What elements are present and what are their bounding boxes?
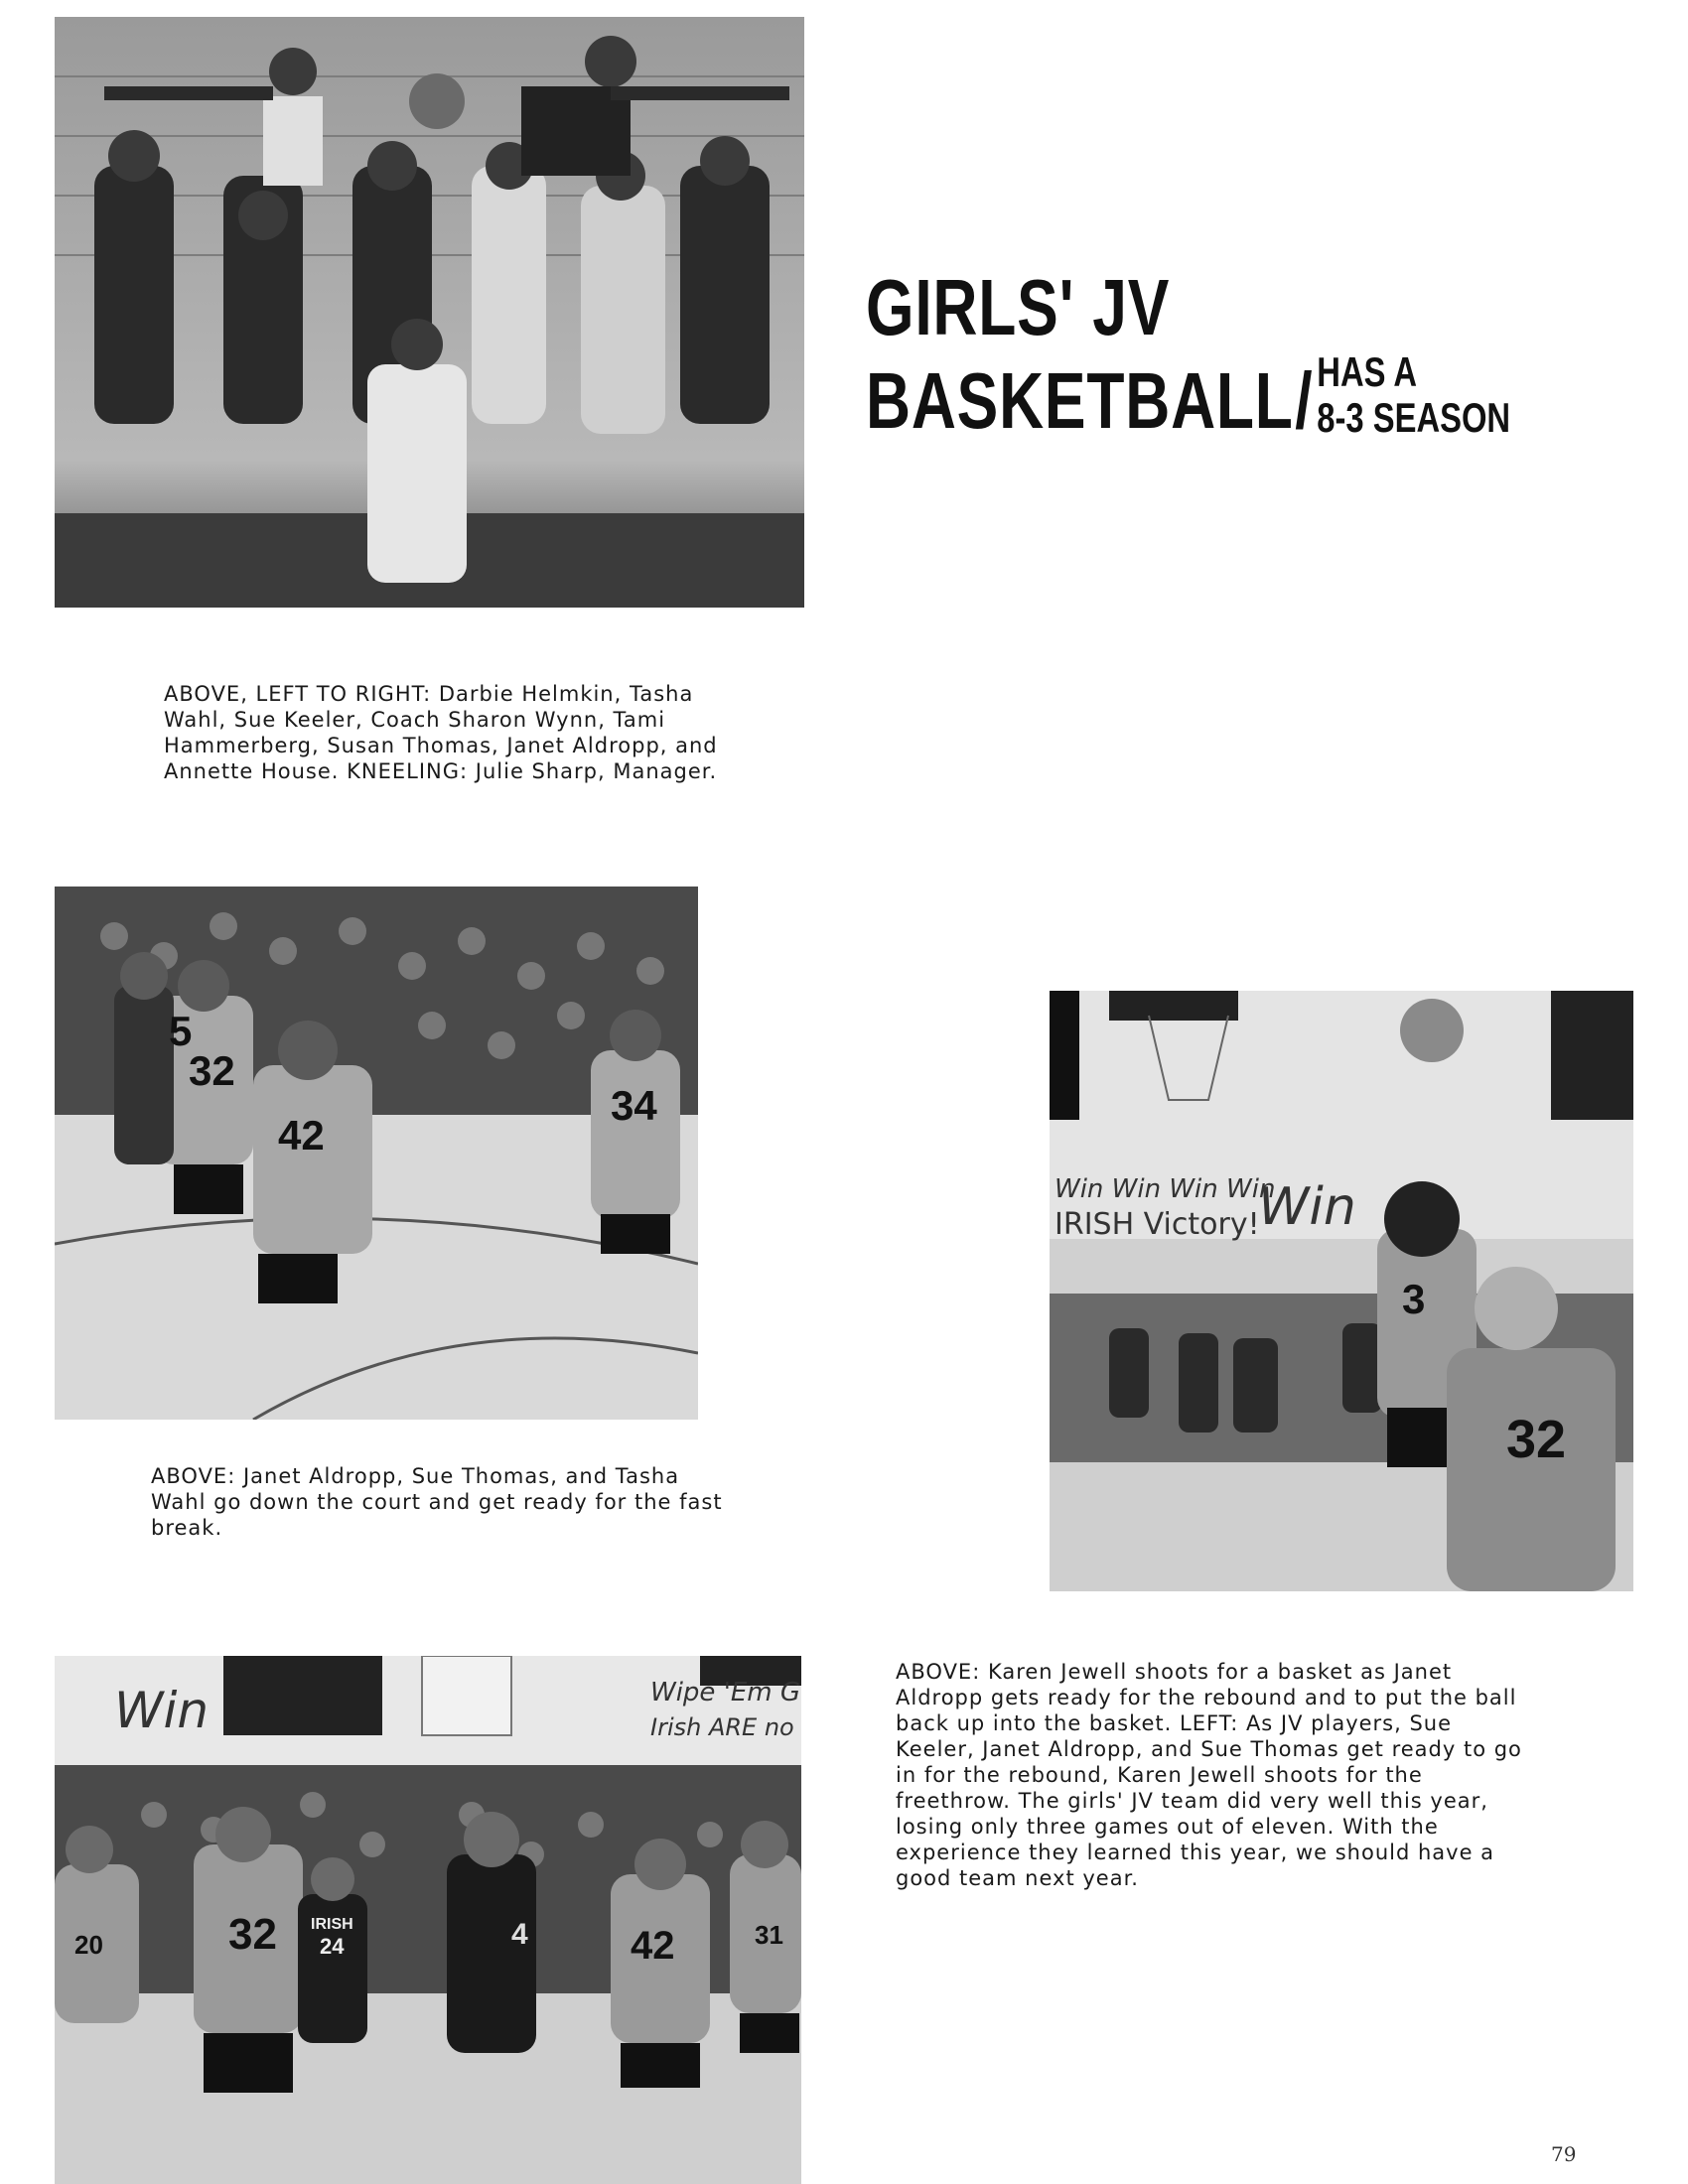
team-photo — [55, 17, 804, 608]
banner-text: Irish ARE no — [650, 1713, 794, 1741]
shot-photo-caption: ABOVE: Karen Jewell shoots for a basket as Janet Aldropp gets ready for the rebound and to put the ball back up into the basket. LEFT: As JV players, Sue Keeler, Janet Aldropp, and Sue Thomas get ready to go in for the rebound, Karen Jewell shoots for the freethrow. The girls' JV team did very well this year, losing only three games out of eleven. With the experience they learned this year, we should have a good team next year. — [896, 1660, 1522, 1890]
page-headline — [866, 263, 1581, 445]
headline-subtitle — [1317, 349, 1510, 441]
jersey-label: IRISH — [311, 1916, 353, 1933]
jersey-number: 20 — [74, 1930, 103, 1960]
jersey-number: 32 — [228, 1910, 277, 1959]
jersey-number: 3 — [1402, 1276, 1426, 1322]
headline-basketball: BASKETBALL — [866, 356, 1294, 445]
subtitle-line-1: HAS A — [1317, 348, 1418, 395]
jersey-number: 4 — [511, 1918, 528, 1951]
jersey-number: 24 — [320, 1934, 345, 1959]
court-photo-caption: ABOVE: Janet Aldropp, Sue Thomas, and Tasha Wahl go down the court and get ready for the fast break. — [151, 1464, 723, 1540]
shot-photo — [1050, 991, 1633, 1591]
rebound-photo — [55, 1656, 801, 2184]
banner-text: Win — [114, 1682, 210, 1739]
banner-text: Win Win Win Win — [1055, 1174, 1276, 1204]
banner-text: IRISH Victory! — [1055, 1207, 1260, 1242]
jersey-number: 5 — [169, 1008, 193, 1054]
team-photo-caption: ABOVE, LEFT TO RIGHT: Darbie Helmkin, Tasha Wahl, Sue Keeler, Coach Sharon Wynn, Tami Hammerberg, Susan Thomas, Janet Aldropp, and Annette House. KNEELING: Julie Sharp, Manager. — [164, 682, 718, 783]
banner-text: Wipe 'Em G — [650, 1678, 801, 1707]
jersey-number: 31 — [755, 1920, 783, 1950]
court-photo — [55, 887, 698, 1420]
jersey-number: 32 — [189, 1047, 235, 1094]
headline-line-2 — [866, 348, 1511, 445]
headline-line-1: GIRLS' JV — [866, 263, 1171, 351]
jersey-number: 32 — [1506, 1410, 1567, 1469]
page-number: 79 — [1551, 2142, 1577, 2166]
headline-slash: / — [1295, 356, 1313, 445]
jersey-number: 42 — [278, 1112, 325, 1159]
banner-text: Win — [1258, 1177, 1356, 1237]
subtitle-line-2: 8-3 SEASON — [1317, 394, 1511, 441]
jersey-number: 34 — [611, 1082, 657, 1129]
jersey-number: 42 — [631, 1924, 675, 1968]
